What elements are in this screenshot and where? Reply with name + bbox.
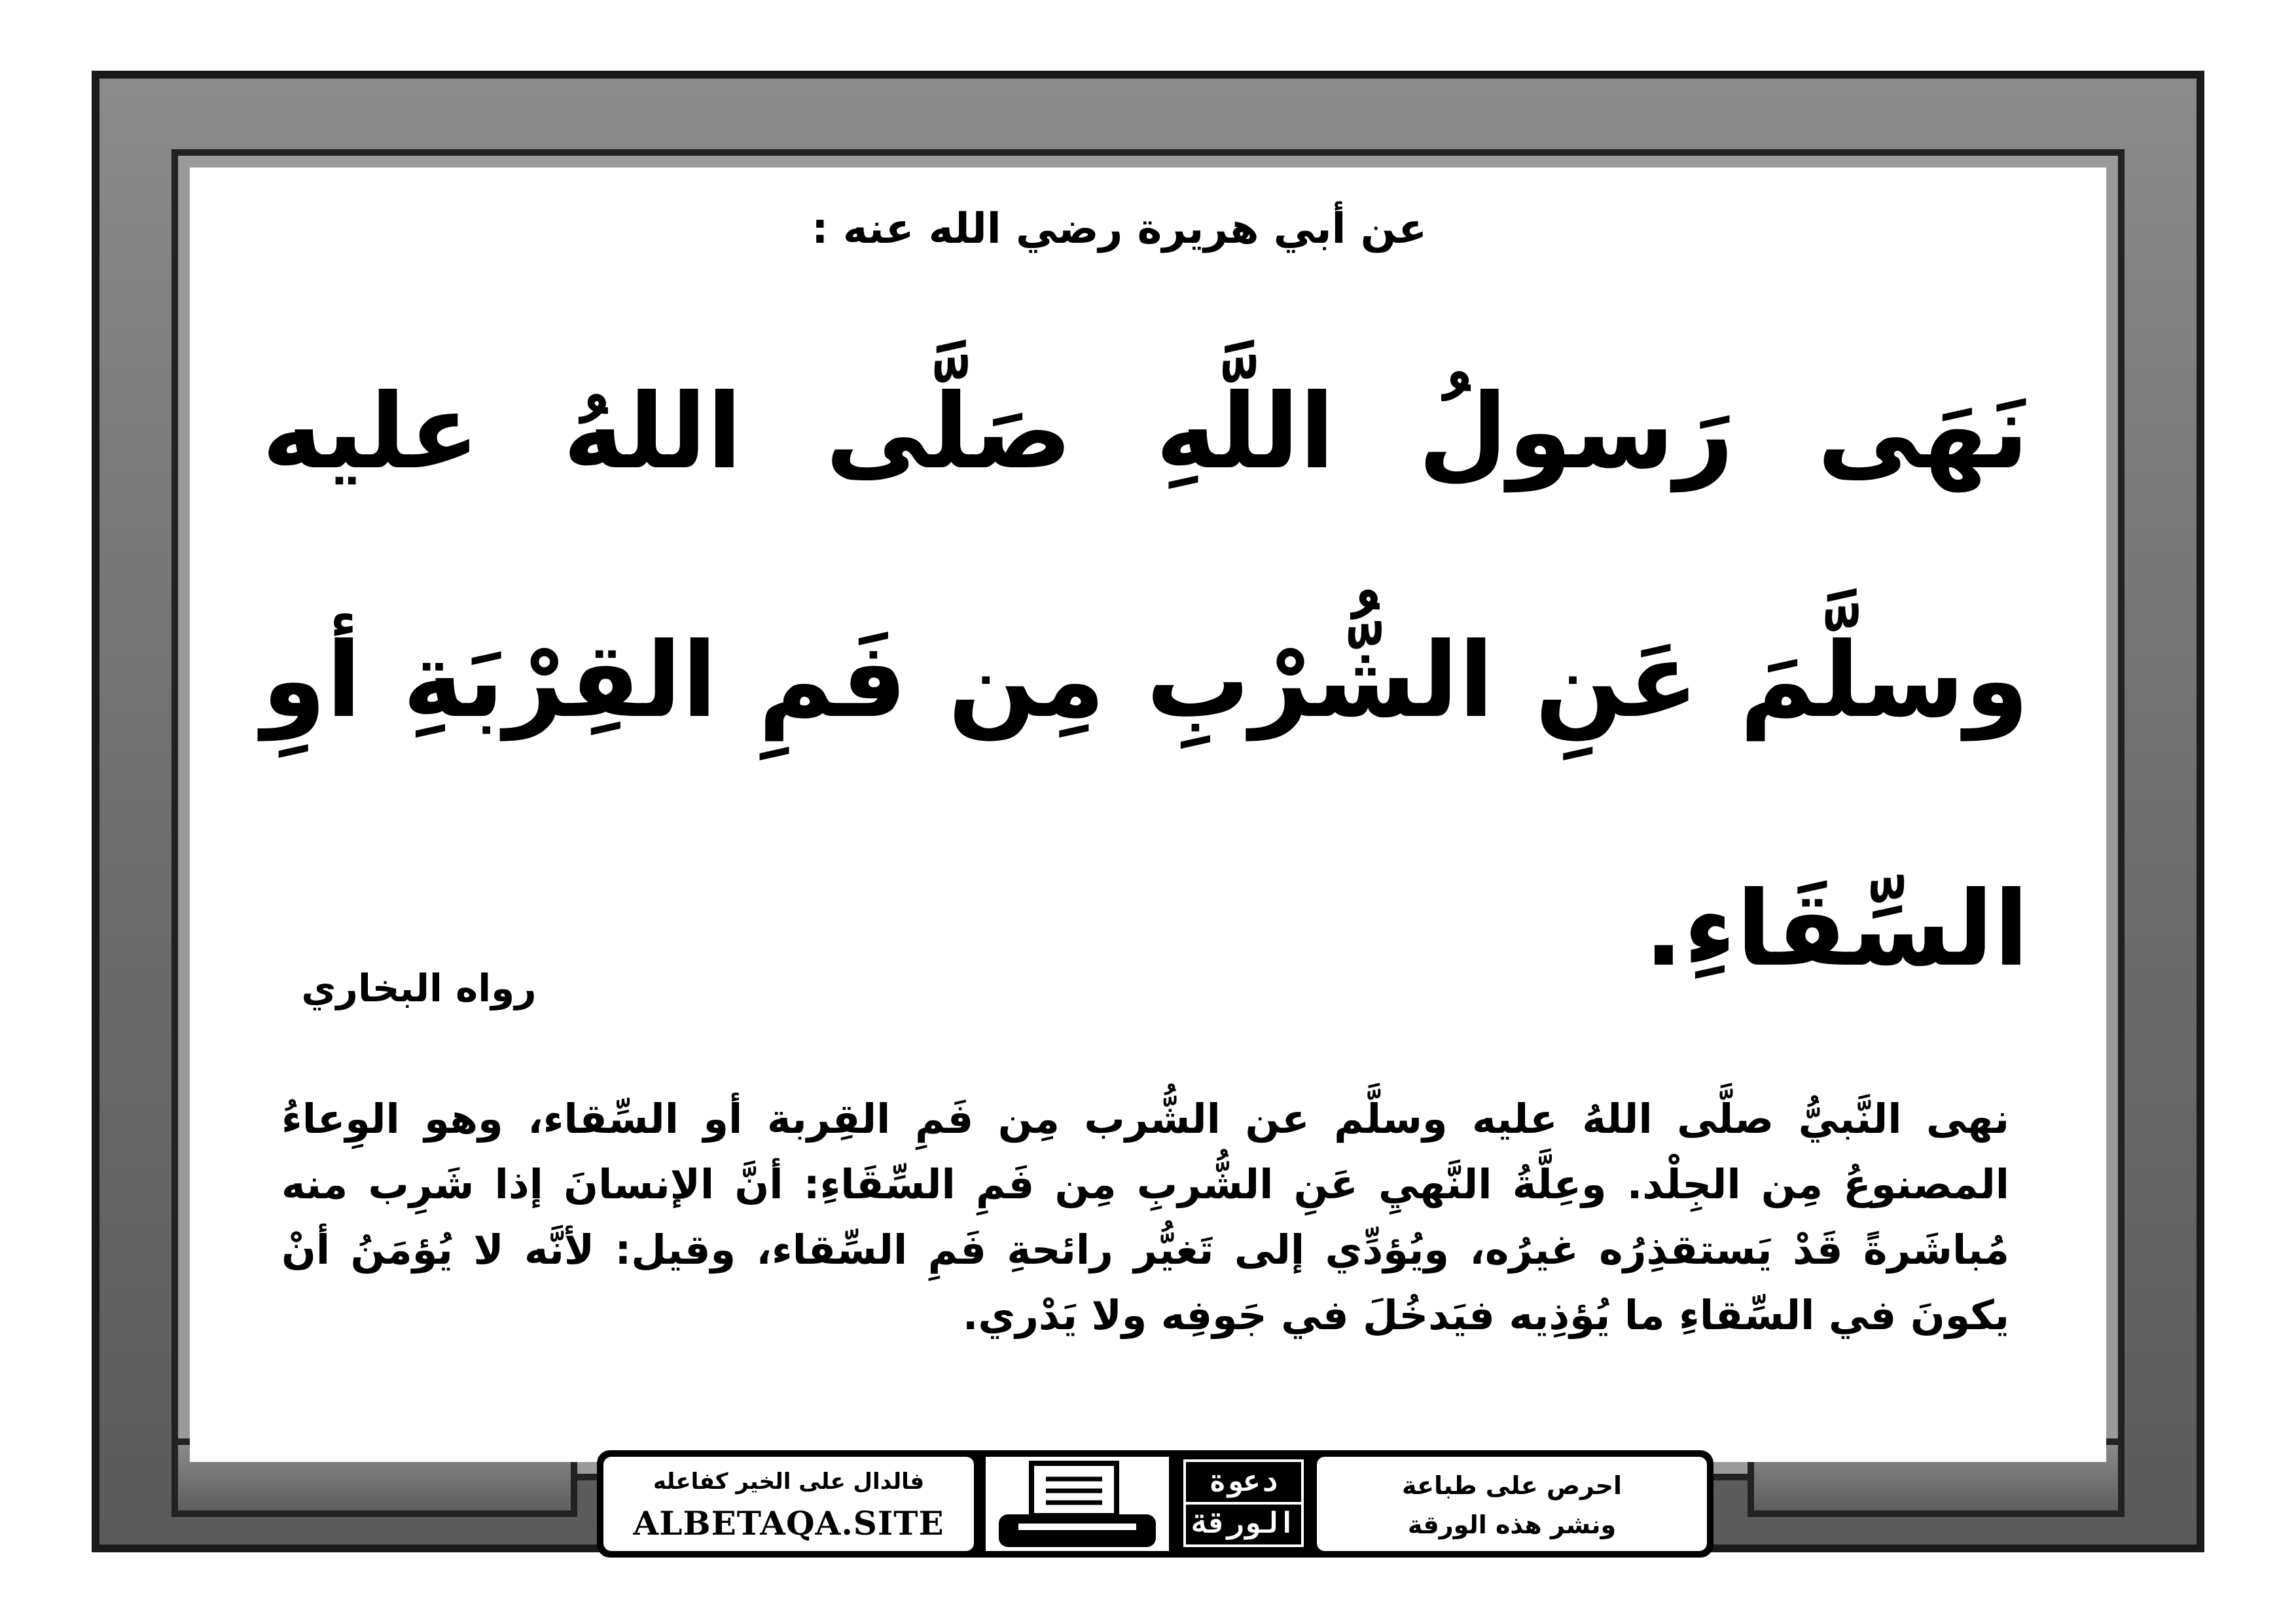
hadith-explanation: نهى النَّبيُّ صلَّى اللهُ عليه وسلَّم عن الشُّرب مِن فَمِ القِربة أو السِّقاء، وهو الوِعاءُ المصنوعُ مِن الجِلْد. وعِلَّةُ النَّهيِ عَنِ الشُّربِ مِن فَمِ السِّقَاءِ: أنَّ الإنسانَ إذا شَرِب منه مُباشَرةً قَدْ يَستقذِرُه غيرُه، ويُؤدِّي إلى تَغيُّر رائحةِ فَمِ السِّقاء، وقيل: لأنَّه لا يُؤمَنُ أنْ يكونَ في السِّقاءِ ما يُؤذِيه فيَدخُلَ في جَوفِه ولا يَدْري.	[281, 1095, 2009, 1339]
hadith-text: نَهَى رَسولُ اللَّهِ صَلَّى اللهُ عليه وسلَّمَ عَنِ الشُّرْبِ مِن فَمِ القِرْبَةِ أوِ السِّقَاءِ.	[262, 372, 2029, 990]
brand-logo-text: دعوة الورقة	[1191, 1465, 1296, 1540]
hadith-source: رواه البخاري	[301, 966, 537, 1010]
footer-site-url[interactable]: ALBETAQA.SITE	[633, 1504, 944, 1543]
print-note-line1: احرص على طباعة	[1401, 1471, 1623, 1500]
printer-icon	[986, 1457, 1169, 1551]
footer-slogan: فالدال على الخير كفاعله	[653, 1469, 925, 1495]
print-note-line2: ونشر هذه الورقة	[1407, 1510, 1617, 1539]
narrator-heading: عن أبي هريرة رضي الله عنه :	[811, 205, 1427, 253]
